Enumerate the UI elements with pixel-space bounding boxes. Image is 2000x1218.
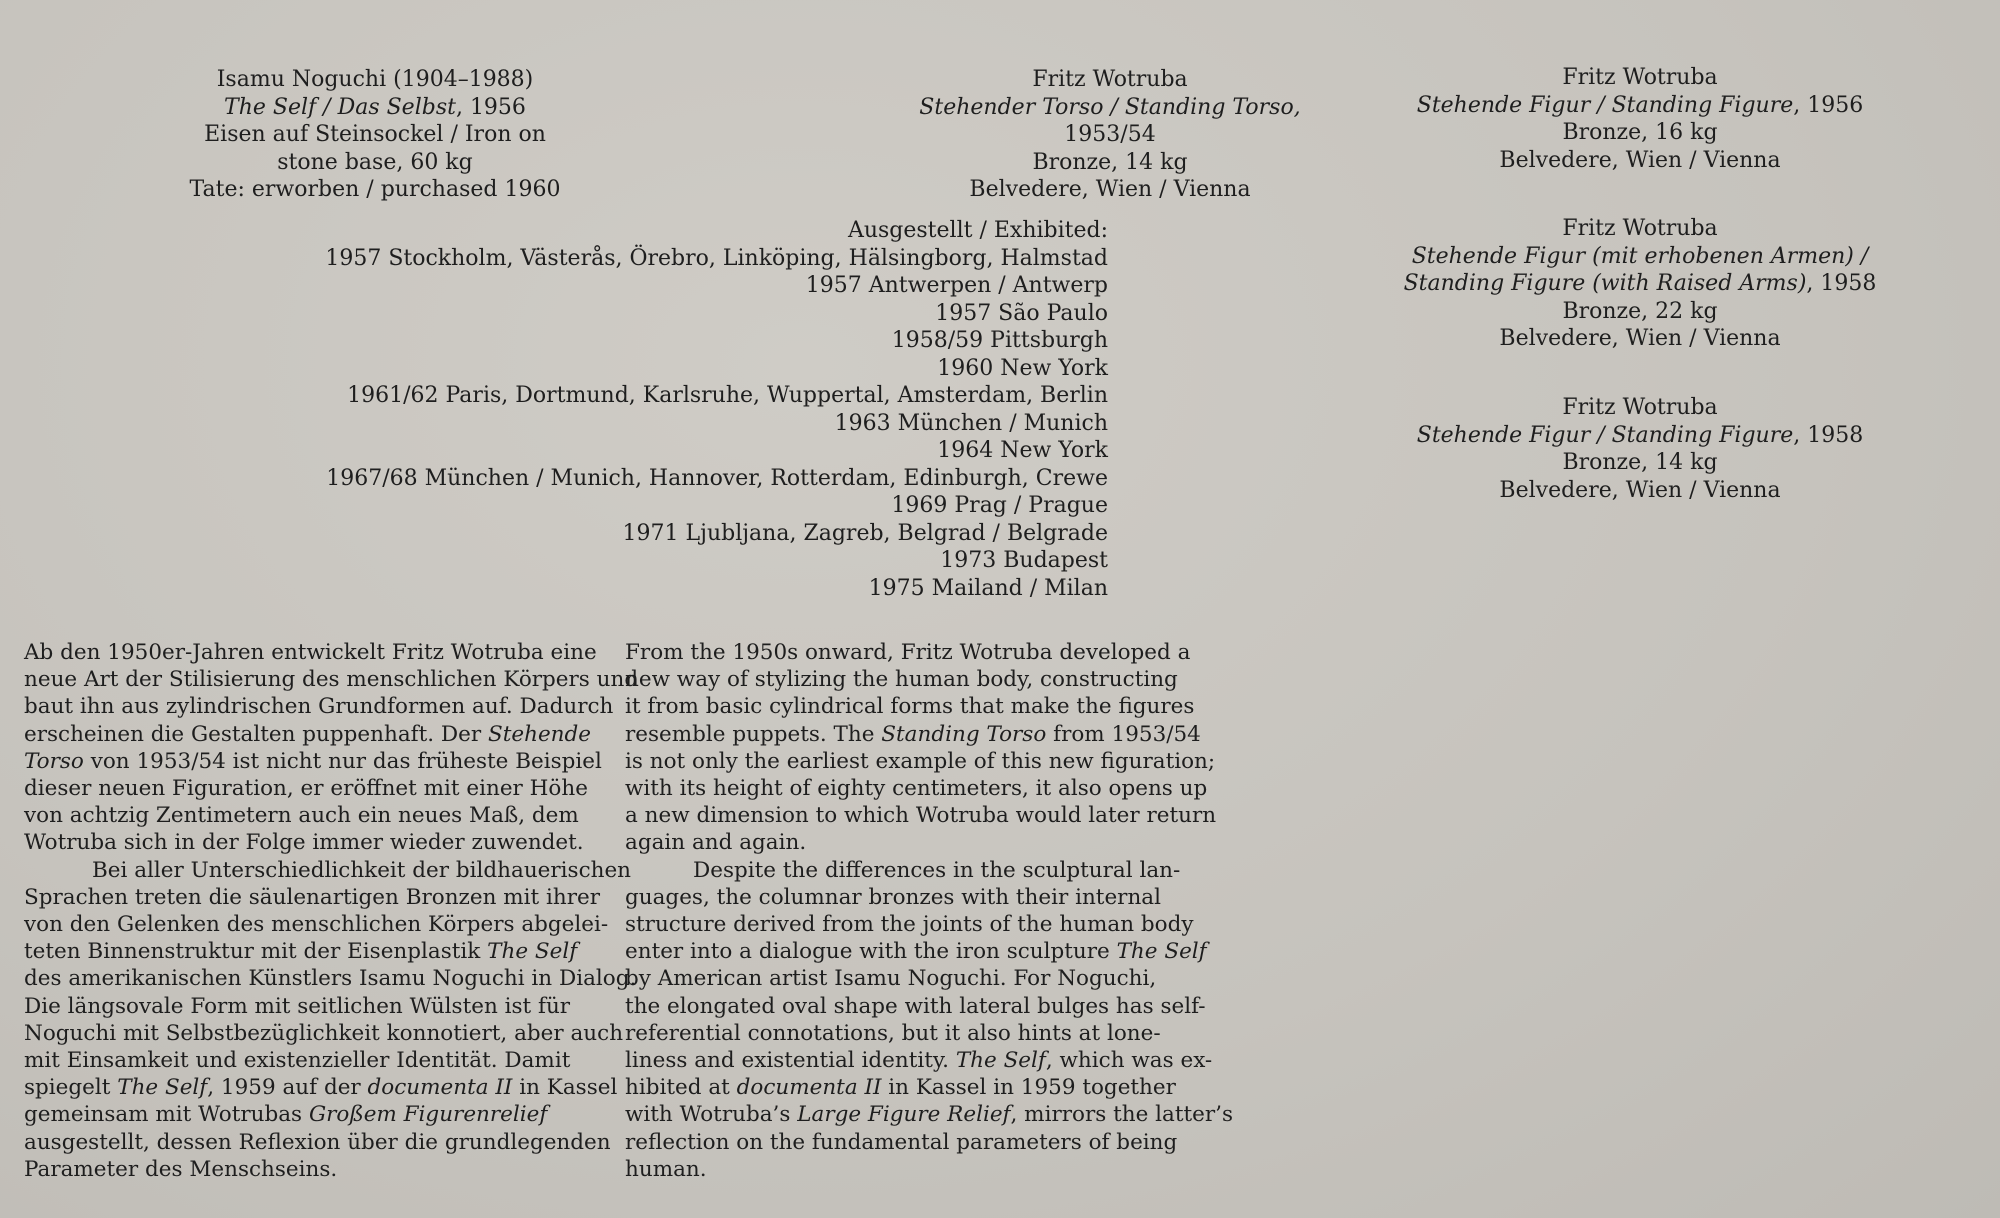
torso-artist: Fritz Wotruba [1032,67,1188,92]
figure2-title-2: Standing Figure (with Raised Arms), 1958 [1403,271,1877,296]
english-line: with Wotruba’s Large Figure Relief, mirrors the latter’s [625,1102,1233,1128]
exhibited-entry: 1957 Stockholm, Västerås, Örebro, Linköping, Hälsingborg, Halmstad [325,245,1108,271]
german-line: Torso von 1953/54 ist nicht nur das früheste Beispiel [24,748,602,774]
german-line: dieser neuen Figuration, er eröffnet mit einer Höhe [24,776,588,802]
german-line: des amerikanischen Künstlers Isamu Noguchi in Dialog. [24,966,637,992]
torso-collection: Belvedere, Wien / Vienna [969,177,1251,202]
german-line: Die längsovale Form mit seitlichen Wülsten ist für [24,993,571,1019]
german-line: ausgestellt, dessen Reflexion über die grundlegenden [24,1129,611,1155]
exhibited-entry: 1975 Mailand / Milan [868,575,1108,601]
exhibited-entry: 1971 Ljubljana, Zagreb, Belgrad / Belgrade [622,520,1108,546]
german-line: von den Gelenken des menschlichen Körpers abgelei- [24,912,609,938]
english-line: From the 1950s onward, Fritz Wotruba developed a [625,640,1191,665]
exhibited-entry: 1957 Antwerpen / Antwerp [805,273,1108,298]
english-line: guages, the columnar bronzes with their internal [625,884,1161,910]
german-line: Noguchi mit Selbstbezüglichkeit konnotiert, aber auch [24,1020,624,1046]
english-line: enter into a dialogue with the iron sculpture The Self [625,939,1207,965]
english-line: hibited at documenta II in Kassel in 1959 together [625,1075,1176,1101]
figure2-title-1: Stehende Figur (mit erhobenen Armen) / [1411,243,1869,269]
german-line: Sprachen treten die säulenartigen Bronzen mit ihrer [24,884,601,910]
exhibited-entry: 1973 Budapest [940,548,1108,573]
german-line: gemeinsam mit Wotrubas Großem Figurenrelief [24,1102,548,1128]
german-line: Ab den 1950er-Jahren entwickelt Fritz Wotruba eine [24,640,597,665]
english-line: liness and existential identity. The Self, which was ex- [625,1048,1213,1074]
figure1-material: Bronze, 16 kg [1562,120,1718,145]
english-line: the elongated oval shape with lateral bulges has self- [625,993,1206,1019]
figure1-artist: Fritz Wotruba [1562,65,1718,90]
exhibited-entry: 1961/62 Paris, Dortmund, Karlsruhe, Wuppertal, Amsterdam, Berlin [347,383,1108,408]
exhibited-list [300,217,1108,602]
english-line: new way of stylizing the human body, constructing [625,667,1178,693]
exhibited-entry: 1969 Prag / Prague [891,493,1108,518]
figure1-collection: Belvedere, Wien / Vienna [1499,147,1781,173]
figure3-collection: Belvedere, Wien / Vienna [1499,477,1781,503]
english-line: it from basic cylindrical forms that make the figures [625,694,1195,720]
noguchi-title: The Self / Das Selbst, 1956 [224,94,526,120]
exhibited-entry: 1964 New York [937,438,1108,463]
exhibited-heading: Ausgestellt / Exhibited: [847,218,1108,243]
noguchi-artist: Isamu Noguchi (1904–1988) [216,67,534,92]
german-line: neue Art der Stilisierung des menschlichen Körpers und [24,667,639,693]
figure3-caption [1380,394,1900,504]
figure2-artist: Fritz Wotruba [1562,216,1718,241]
figure2-caption [1380,215,1900,353]
english-line: with its height of eighty centimeters, it also opens up [625,776,1208,802]
noguchi-material-2: stone base, 60 kg [277,149,473,175]
german-line: teten Binnenstruktur mit der Eisenplastik The Self [24,939,578,965]
german-line: Parameter des Menschseins. [24,1156,338,1182]
exhibited-entry: 1967/68 München / Munich, Hannover, Rotterdam, Edinburgh, Crewe [326,465,1108,491]
torso-material: Bronze, 14 kg [1032,149,1188,175]
figure3-material: Bronze, 14 kg [1562,450,1718,475]
german-text [24,639,639,1183]
figure2-material: Bronze, 22 kg [1562,298,1718,324]
noguchi-provenance: Tate: erworben / purchased 1960 [189,177,561,202]
english-line: again and again. [625,830,807,856]
german-line: baut ihn aus zylindrischen Grundformen auf. Dadurch [24,694,614,720]
figure3-artist: Fritz Wotruba [1562,395,1718,420]
english-line: is not only the earliest example of this new figuration; [625,748,1216,774]
german-line: mit Einsamkeit und existenzieller Identität. Damit [24,1048,571,1074]
german-line: Bei aller Unterschiedlichkeit der bildhauerischen [92,857,632,883]
torso-title: Stehender Torso / Standing Torso, [919,94,1301,120]
exhibited-entry: 1958/59 Pittsburgh [891,328,1108,353]
english-line: human. [625,1156,707,1182]
english-line: reflection on the fundamental parameters of being [625,1129,1178,1155]
german-line: erscheinen die Gestalten puppenhaft. Der Stehende [24,721,591,747]
exhibited-entry: 1963 München / Munich [834,410,1108,436]
exhibited-entry: 1960 New York [937,355,1108,381]
noguchi-material-1: Eisen auf Steinsockel / Iron on [204,122,546,147]
noguchi-caption [160,66,590,204]
english-line: Despite the differences in the sculptural lan- [693,857,1181,883]
english-text [625,639,1233,1183]
english-line: by American artist Isamu Noguchi. For Noguchi, [625,966,1157,992]
torso-year: 1953/54 [1064,122,1156,147]
english-line: resemble puppets. The Standing Torso from 1953/54 [625,721,1201,747]
figure2-collection: Belvedere, Wien / Vienna [1499,326,1781,351]
figure1-caption [1380,64,1900,174]
english-line: structure derived from the joints of the human body [625,912,1194,938]
german-line: von achtzig Zentimetern auch ein neues Maß, dem [24,803,579,829]
german-line: spiegelt The Self, 1959 auf der documenta II in Kassel [24,1075,618,1101]
torso-caption [900,66,1320,204]
english-line: a new dimension to which Wotruba would later return [625,803,1217,829]
figure1-title: Stehende Figur / Standing Figure, 1956 [1416,92,1864,118]
english-line: referential connotations, but it also hints at lone- [625,1020,1161,1046]
german-line: Wotruba sich in der Folge immer wieder zuwendet. [24,830,584,856]
exhibited-entry: 1957 São Paulo [935,300,1108,326]
figure3-title: Stehende Figur / Standing Figure, 1958 [1416,422,1864,448]
